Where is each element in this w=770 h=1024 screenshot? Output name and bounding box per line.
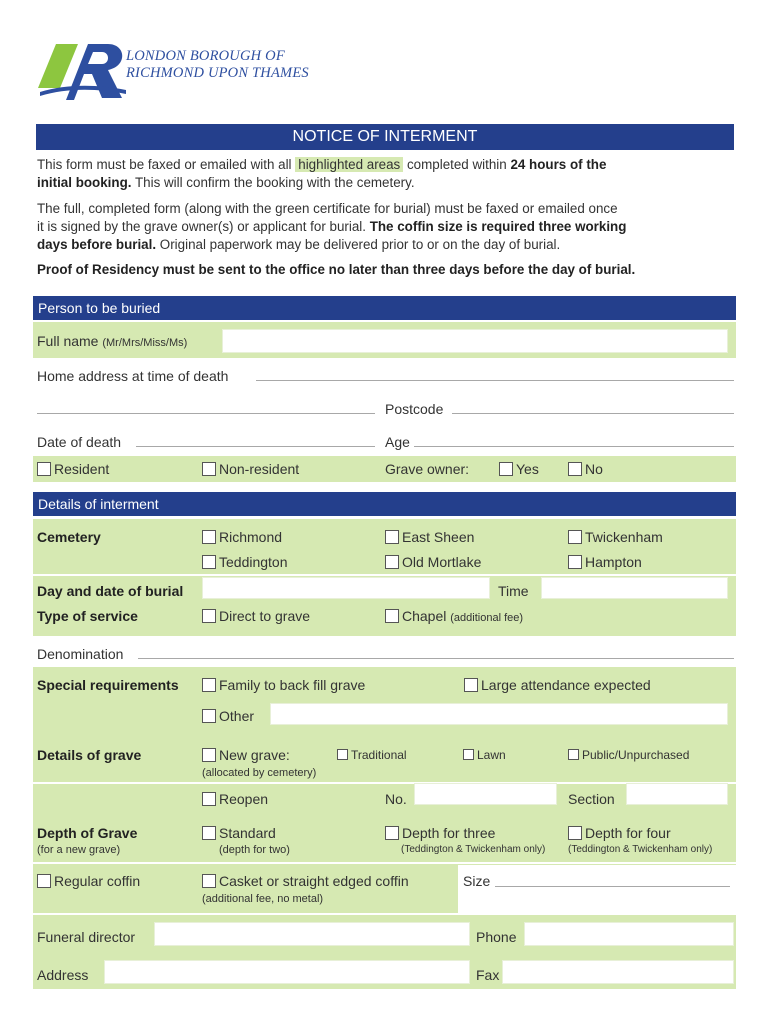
date-of-death-label: Date of death	[37, 434, 122, 450]
fax-label: Fax	[476, 967, 500, 983]
yes-checkbox[interactable]	[499, 462, 513, 476]
direct-checkbox[interactable]	[202, 609, 216, 623]
large-attendance-checkbox[interactable]	[464, 678, 478, 692]
address-label: Address	[37, 967, 89, 983]
large-attendance-option[interactable]: Large attendance expected	[464, 676, 651, 694]
standard-depth-note: (depth for two)	[219, 844, 290, 856]
logo-text-line2: RICHMOND UPON THAMES	[126, 65, 309, 81]
old-mortlake-checkbox[interactable]	[385, 555, 399, 569]
funeral-director-field[interactable]	[154, 922, 470, 946]
time-label: Time	[498, 583, 529, 599]
non-resident-checkbox[interactable]	[202, 462, 216, 476]
intro-paragraph-1: This form must be faxed or emailed with all highlighted areas completed within 24 hours of the initial booking. This will confirm the booking with the cemetery.	[37, 157, 607, 190]
other-field[interactable]	[270, 703, 728, 725]
grave-owner-yes-option[interactable]: Yes	[499, 460, 539, 478]
non-resident-option[interactable]: Non-resident	[202, 460, 299, 478]
hampton-checkbox[interactable]	[568, 555, 582, 569]
cemetery-option-east-sheen[interactable]: East Sheen	[385, 528, 474, 546]
form-title: NOTICE OF INTERMENT	[36, 124, 734, 150]
section-label: Section	[568, 791, 615, 807]
new-grave-checkbox[interactable]	[202, 748, 216, 762]
direct-to-grave-option[interactable]: Direct to grave	[202, 607, 310, 625]
new-grave-option[interactable]: New grave:	[202, 746, 290, 764]
funeral-director-label: Funeral director	[37, 929, 136, 945]
home-address-line[interactable]	[256, 380, 734, 381]
section-interment-title: Details of interment	[33, 492, 736, 516]
richmond-r-logo-icon	[36, 40, 128, 102]
depth-three-checkbox[interactable]	[385, 826, 399, 840]
cemetery-option-twickenham[interactable]: Twickenham	[568, 528, 663, 546]
regular-coffin-checkbox[interactable]	[37, 874, 51, 888]
full-name-label: Full name (Mr/Mrs/Miss/Ms)	[37, 333, 188, 349]
no-checkbox[interactable]	[568, 462, 582, 476]
depth-three-note: (Teddington & Twickenham only)	[401, 844, 546, 855]
other-checkbox[interactable]	[202, 709, 216, 723]
denomination-line[interactable]	[138, 658, 734, 659]
cemetery-label: Cemetery	[37, 529, 101, 545]
resident-checkbox[interactable]	[37, 462, 51, 476]
council-logo	[36, 40, 128, 102]
chapel-checkbox[interactable]	[385, 609, 399, 623]
home-address-label: Home address at time of death	[37, 368, 229, 384]
depth-four-option[interactable]: Depth for four	[568, 824, 671, 842]
phone-field[interactable]	[524, 922, 734, 946]
section-person-title: Person to be buried	[33, 296, 736, 320]
public-checkbox[interactable]	[568, 749, 579, 760]
size-label: Size	[463, 873, 491, 889]
highlight-sample: highlighted areas	[295, 157, 403, 172]
lawn-option[interactable]: Lawn	[463, 748, 506, 762]
standard-checkbox[interactable]	[202, 826, 216, 840]
depth-four-checkbox[interactable]	[568, 826, 582, 840]
depth-of-grave-label: Depth of Grave	[37, 825, 138, 841]
depth-four-note: (Teddington & Twickenham only)	[568, 844, 713, 855]
age-line[interactable]	[414, 446, 734, 447]
divider	[33, 862, 736, 864]
twickenham-checkbox[interactable]	[568, 530, 582, 544]
logo-text-line1: LONDON BOROUGH OF	[126, 48, 285, 64]
address-line-2[interactable]	[37, 413, 375, 414]
type-of-service-label: Type of service	[37, 608, 138, 624]
intro-paragraph-2: The full, completed form (along with the green certificate for burial) must be faxed or emailed once it is signed by the grave owner(s) or applicant for burial. The coffin size is required three working days before burial. Original paperwork may be delivered prior to or on the day of burial.	[37, 201, 627, 252]
traditional-option[interactable]: Traditional	[337, 748, 407, 762]
family-backfill-checkbox[interactable]	[202, 678, 216, 692]
regular-coffin-option[interactable]: Regular coffin	[37, 872, 140, 890]
traditional-checkbox[interactable]	[337, 749, 348, 760]
other-option[interactable]: Other	[202, 707, 254, 725]
casket-note: (additional fee, no metal)	[202, 893, 324, 905]
cemetery-option-old-mortlake[interactable]: Old Mortlake	[385, 553, 481, 571]
size-field-box[interactable]	[458, 865, 736, 913]
richmond-checkbox[interactable]	[202, 530, 216, 544]
depth-three-option[interactable]: Depth for three	[385, 824, 495, 842]
teddington-checkbox[interactable]	[202, 555, 216, 569]
day-date-label: Day and date of burial	[37, 583, 184, 599]
postcode-line[interactable]	[452, 413, 734, 414]
section-field[interactable]	[626, 783, 728, 805]
grave-owner-no-option[interactable]: No	[568, 460, 603, 478]
divider	[33, 574, 736, 576]
family-backfill-option[interactable]: Family to back fill grave	[202, 676, 365, 694]
cemetery-option-teddington[interactable]: Teddington	[202, 553, 288, 571]
denomination-label: Denomination	[37, 646, 124, 662]
day-date-field[interactable]	[202, 577, 490, 599]
depth-of-grave-note: (for a new grave)	[37, 844, 121, 856]
resident-option[interactable]: Resident	[37, 460, 109, 478]
fax-field[interactable]	[502, 960, 734, 984]
intro-paragraph-3: Proof of Residency must be sent to the office no later than three days before the day of burial.	[37, 262, 636, 277]
casket-checkbox[interactable]	[202, 874, 216, 888]
reopen-option[interactable]: Reopen	[202, 790, 268, 808]
cemetery-option-hampton[interactable]: Hampton	[568, 553, 642, 571]
time-field[interactable]	[541, 577, 728, 599]
special-requirements-label: Special requirements	[37, 677, 179, 693]
reopen-checkbox[interactable]	[202, 792, 216, 806]
full-name-field[interactable]	[222, 329, 728, 353]
grave-owner-label: Grave owner:	[385, 461, 470, 477]
postcode-label: Postcode	[385, 401, 444, 417]
phone-label: Phone	[476, 929, 517, 945]
cemetery-option-richmond[interactable]: Richmond	[202, 528, 282, 546]
lawn-checkbox[interactable]	[463, 749, 474, 760]
casket-option[interactable]: Casket or straight edged coffin	[202, 872, 409, 890]
details-of-grave-label: Details of grave	[37, 747, 142, 763]
east-sheen-checkbox[interactable]	[385, 530, 399, 544]
standard-depth-option[interactable]: Standard	[202, 824, 276, 842]
public-unpurchased-option[interactable]: Public/Unpurchased	[568, 748, 689, 762]
age-label: Age	[385, 434, 410, 450]
date-of-death-line[interactable]	[136, 446, 375, 447]
address-field[interactable]	[104, 960, 470, 984]
grave-no-label: No.	[385, 791, 407, 807]
grave-no-field[interactable]	[414, 783, 557, 805]
new-grave-note: (allocated by cemetery)	[202, 767, 317, 779]
size-line[interactable]	[495, 886, 730, 887]
chapel-option[interactable]: Chapel (additional fee)	[385, 607, 523, 627]
